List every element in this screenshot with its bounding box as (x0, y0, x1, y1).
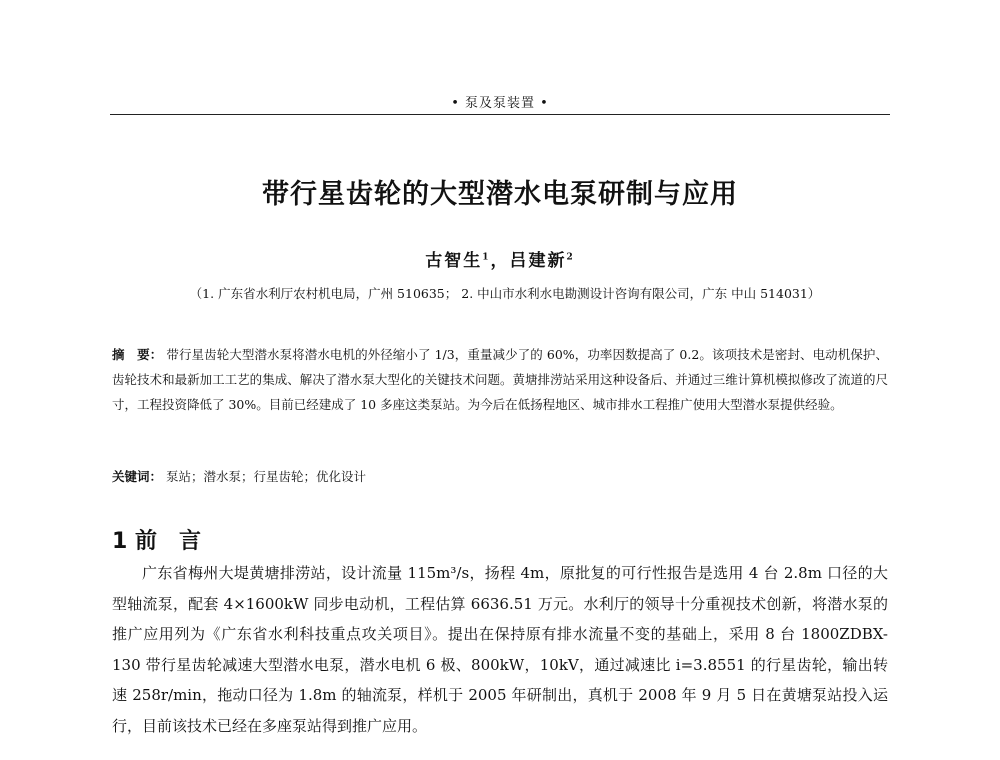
affiliations: （1. 广东省水利厅农村机电局，广州 510635； 2. 中山市水利水电勘测设计咨询有限公司，广东 中山 514031） (189, 286, 821, 301)
running-header: • 泵及泵装置 • (451, 96, 549, 111)
author-2: 吕建新 (509, 251, 567, 271)
section-heading: 1 前 言 (112, 529, 201, 554)
abstract-text: 带行星齿轮大型潜水泵将潜水电机的外径缩小了 1/3，重量减少了的 60%，功率因数提高了 0.2。该项技术是密封、电动机保护、齿轮技术和最新加工工艺的集成、解决了潜水泵大型化的关键技术问题。黄塘排涝站采用这种设备后、并通过三维计算机模拟修改了流道的尺寸，工程投资降低了 30%。目前已经建成了 10 多座这类泵站。为今后在低扬程地区、城市排水工程推广使用大型潜水泵提供经验。 (112, 347, 888, 412)
author-1-mark: 1 (482, 252, 491, 263)
body-paragraph: 广东省梅州大堤黄塘排涝站，设计流量 115m³/s，扬程 4m，原批复的可行性报告是选用 4 台 2.8m 口径的大型轴流泵，配套 4×1600kW 同步电动机，工程估算 6636.51 万元。水利厅的领导十分重视技术创新，将潜水泵的推广应用列为《广东省水利科技重点攻关项目》。提出在保持原有排水流量不变的基础上，采用 8 台 1800ZDBX-130 带行星齿轮减速大型潜水电泵，潜水电机 6 极、800kW，10kV，通过减速比 i=3.8551 的行星齿轮，输出转速 258r/min，拖动口径为 1.8m 的轴流泵，样机于 2005 年研制出，真机于 2008 年 9 月 5 日在黄塘泵站投入运行，目前该技术已经在多座泵站得到推广应用。 (112, 564, 888, 735)
author-1: 古智生 (425, 251, 483, 271)
author-separator: ， (490, 251, 510, 271)
keywords (112, 467, 888, 485)
author-line (110, 246, 890, 271)
abstract (112, 342, 888, 417)
keywords-label: 关键词： (112, 469, 163, 484)
author-2-mark: 2 (566, 252, 575, 263)
paper-title: 带行星齿轮的大型潜水电泵研制与应用 (262, 179, 738, 210)
abstract-label: 摘 要： (112, 347, 163, 362)
keywords-text: 泵站；潜水泵；行星齿轮；优化设计 (166, 469, 367, 484)
header-rule (110, 114, 890, 115)
